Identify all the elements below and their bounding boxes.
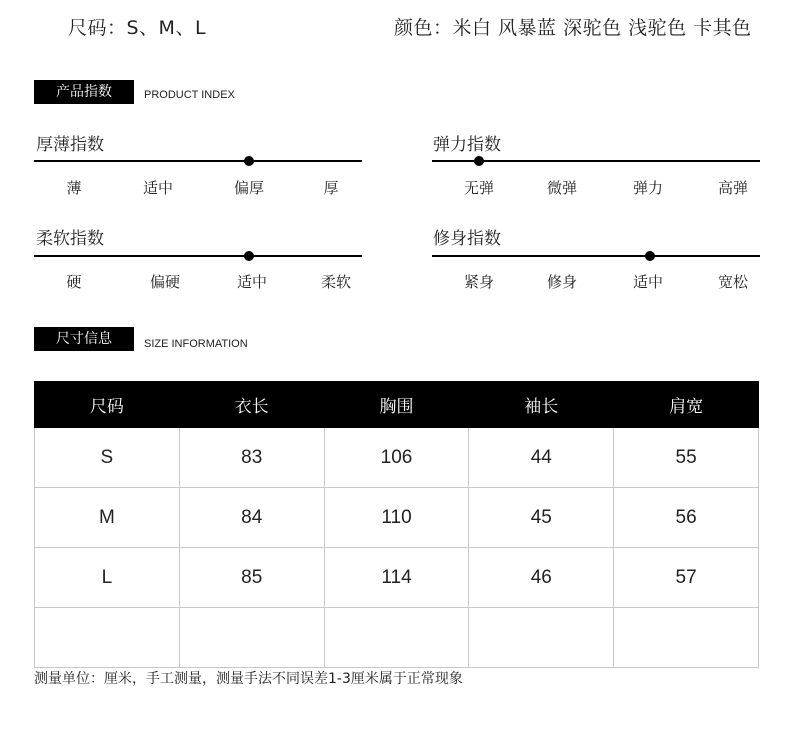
table-cell: 57 bbox=[614, 548, 759, 608]
column-header: 胸围 bbox=[324, 382, 469, 428]
index-option: 柔软 bbox=[320, 273, 351, 291]
index-option: 紧身 bbox=[463, 273, 494, 291]
table-cell: 56 bbox=[614, 488, 759, 548]
index-scale-line bbox=[34, 255, 362, 257]
size-table-header-row bbox=[35, 382, 759, 428]
column-header: 肩宽 bbox=[614, 382, 759, 428]
table-cell: 114 bbox=[324, 548, 469, 608]
column-header: 尺码 bbox=[35, 382, 180, 428]
index-option: 偏硬 bbox=[149, 273, 180, 291]
table-cell: 46 bbox=[469, 548, 614, 608]
table-cell: 84 bbox=[179, 488, 324, 548]
table-cell bbox=[35, 608, 180, 668]
index-option: 适中 bbox=[632, 273, 663, 291]
table-cell: S bbox=[35, 428, 180, 488]
table-cell bbox=[469, 608, 614, 668]
index-option: 适中 bbox=[236, 273, 267, 291]
table-cell bbox=[614, 608, 759, 668]
table-cell: 45 bbox=[469, 488, 614, 548]
table-row bbox=[35, 608, 759, 668]
index-option: 高弹 bbox=[717, 179, 748, 197]
index-option: 适中 bbox=[142, 179, 173, 197]
index-option: 微弹 bbox=[546, 179, 577, 197]
index-marker bbox=[244, 156, 254, 166]
size-table bbox=[34, 381, 759, 668]
index-scale-line bbox=[432, 255, 760, 257]
index-marker bbox=[645, 251, 655, 261]
table-row bbox=[35, 548, 759, 608]
column-header: 袖长 bbox=[469, 382, 614, 428]
column-header: 衣长 bbox=[179, 382, 324, 428]
index-title: 修身指数 bbox=[433, 229, 501, 249]
table-cell: 44 bbox=[469, 428, 614, 488]
table-cell: 85 bbox=[179, 548, 324, 608]
table-cell: 106 bbox=[324, 428, 469, 488]
index-title: 柔软指数 bbox=[36, 229, 104, 249]
index-option: 厚 bbox=[323, 179, 339, 197]
measurement-note: 测量单位：厘米，手工测量，测量手法不同误差1-3厘米属于正常现象 bbox=[34, 671, 463, 687]
table-cell bbox=[324, 608, 469, 668]
index-option: 宽松 bbox=[717, 273, 748, 291]
colors-available: 颜色：米白 风暴蓝 深驼色 浅驼色 卡其色 bbox=[394, 17, 752, 39]
index-option: 薄 bbox=[66, 179, 82, 197]
index-marker bbox=[474, 156, 484, 166]
size-info-tag: 尺寸信息 bbox=[34, 327, 134, 351]
index-option: 弹力 bbox=[632, 179, 663, 197]
index-option: 无弹 bbox=[463, 179, 494, 197]
index-title: 弹力指数 bbox=[433, 135, 501, 155]
index-title: 厚薄指数 bbox=[36, 135, 104, 155]
index-option: 硬 bbox=[66, 273, 82, 291]
table-cell: 55 bbox=[614, 428, 759, 488]
product-index-tag: 产品指数 bbox=[34, 80, 134, 104]
table-cell: M bbox=[35, 488, 180, 548]
table-cell: L bbox=[35, 548, 180, 608]
index-scale-line bbox=[34, 160, 362, 162]
size-info-tag-en: SIZE INFORMATION bbox=[144, 338, 248, 350]
index-option: 修身 bbox=[546, 273, 577, 291]
sizes-available: 尺码：S、M、L bbox=[68, 17, 207, 39]
index-option: 偏厚 bbox=[233, 179, 264, 197]
table-row bbox=[35, 428, 759, 488]
table-cell bbox=[179, 608, 324, 668]
index-marker bbox=[244, 251, 254, 261]
table-row bbox=[35, 488, 759, 548]
table-cell: 83 bbox=[179, 428, 324, 488]
table-cell: 110 bbox=[324, 488, 469, 548]
product-index-tag-en: PRODUCT INDEX bbox=[144, 89, 235, 101]
